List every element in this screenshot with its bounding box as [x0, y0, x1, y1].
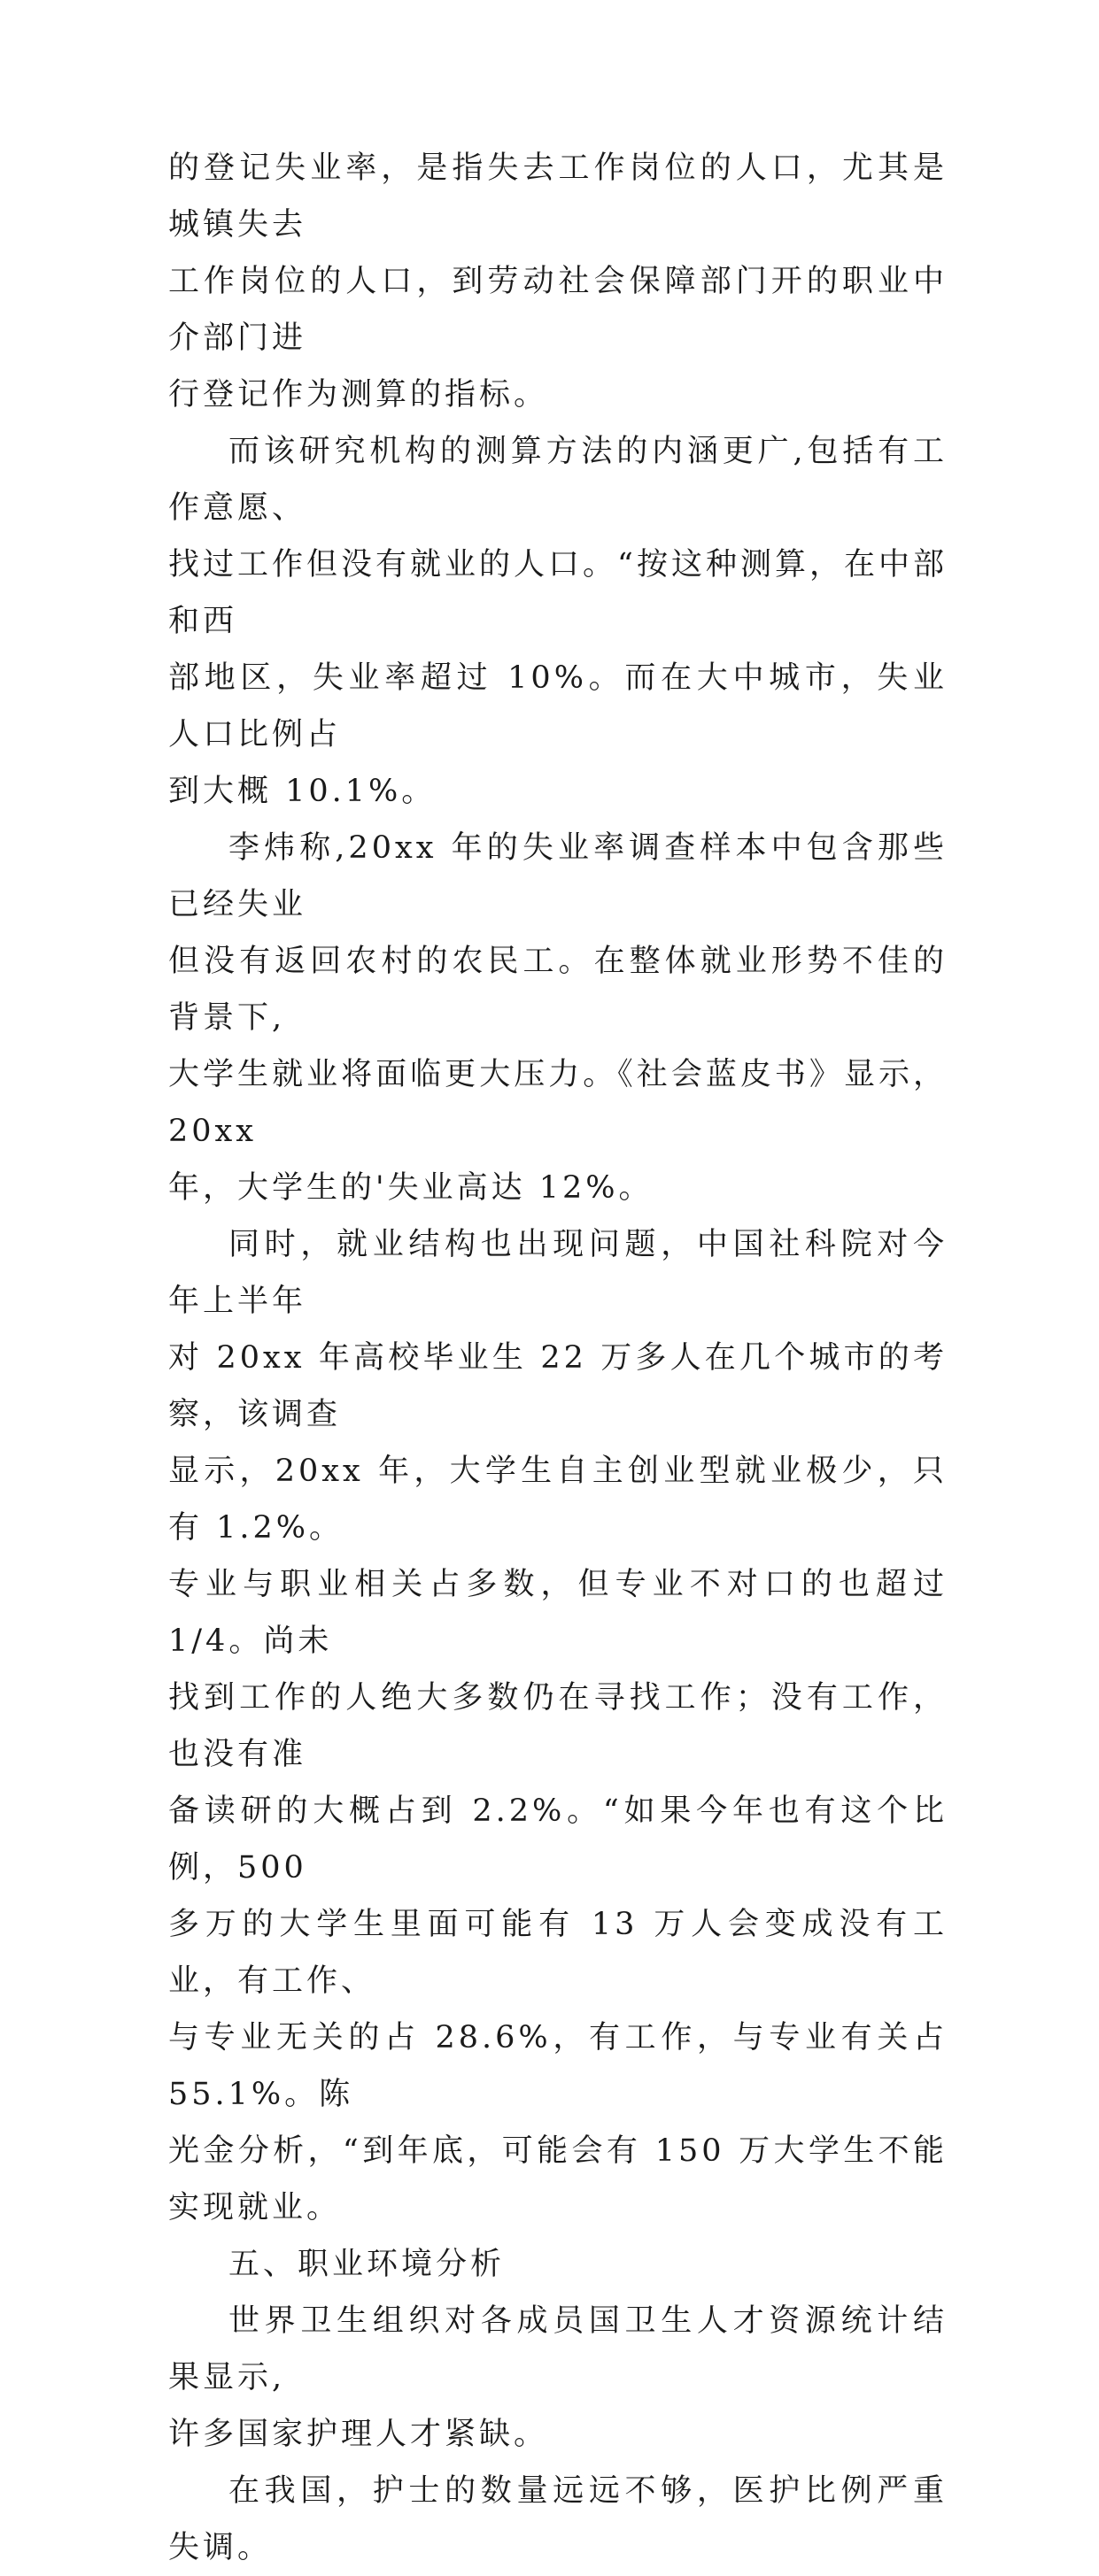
text-line: 工作岗位的人口，到劳动社会保障部门开的职业中介部门进 — [168, 264, 948, 356]
text-line: 的登记失业率，是指失去工作岗位的人口，尤其是城镇失去 — [168, 150, 948, 243]
paragraph — [168, 2293, 948, 2463]
text-line: 世界卫生组织对各成员国卫生人才资源统计结果显示, — [168, 2303, 948, 2395]
text-line: 李炜称,20xx 年的失业率调查样本中包含那些已经失业 — [168, 830, 948, 922]
section-heading — [168, 2236, 948, 2293]
text-line: 对 20xx 年高校毕业生 22 万多人在几个城市的考察，该调查 — [168, 1340, 948, 1432]
paragraph — [168, 423, 948, 820]
text-line: 同时，就业结构也出现问题，中国社科院对今年上半年 — [168, 1227, 948, 1319]
text-line: 找过工作但没有就业的人口。“按这种测算，在中部和西 — [168, 547, 948, 639]
text-line: 大学生就业将面临更大压力。《社会蓝皮书》显示，20xx — [168, 1057, 948, 1149]
paragraph — [168, 1216, 948, 2236]
paragraph — [168, 140, 948, 423]
text-line: 与专业无关的占 28.6%，有工作，与专业有关占 55.1%。陈 — [168, 2020, 948, 2112]
text-line: 专业与职业相关占多数，但专业不对口的也超过 1/4。尚未 — [168, 1567, 948, 1659]
text-line: 五、职业环境分析 — [228, 2247, 506, 2282]
text-line: 年，大学生的'失业高达 12%。 — [168, 1170, 654, 1206]
text-line: 许多国家护理人才紧缺。 — [168, 2417, 549, 2452]
text-line: 到大概 10.1%。 — [168, 774, 437, 809]
text-line: 在我国，护士的数量远远不够，医护比例严重失调。 — [168, 2473, 948, 2565]
text-line: 多万的大学生里面可能有 13 万人会变成没有工业，有工作、 — [168, 1907, 948, 1999]
text-line: 而该研究机构的测算方法的内涵更广,包括有工作意愿、 — [168, 434, 948, 526]
document-body — [168, 140, 948, 2576]
text-line: 但没有返回农村的农民工。在整体就业形势不佳的背景下, — [168, 944, 948, 1036]
text-line: 光金分析，“到年底，可能会有 150 万大学生不能实现就业。 — [168, 2133, 948, 2225]
text-line: 备读研的大概占到 2.2%。“如果今年也有这个比例，500 — [168, 1793, 948, 1886]
text-line: 部地区，失业率超过 10%。而在大中城市，失业人口比例占 — [168, 660, 948, 752]
paragraph — [168, 820, 948, 1216]
text-line: 找到工作的人绝大多数仍在寻找工作；没有工作，也没有准 — [168, 1680, 948, 1772]
paragraph — [168, 2463, 948, 2576]
text-line: 行登记作为测算的指标。 — [168, 377, 549, 413]
text-line: 显示，20xx 年，大学生自主创业型就业极少，只有 1.2%。 — [168, 1454, 948, 1546]
